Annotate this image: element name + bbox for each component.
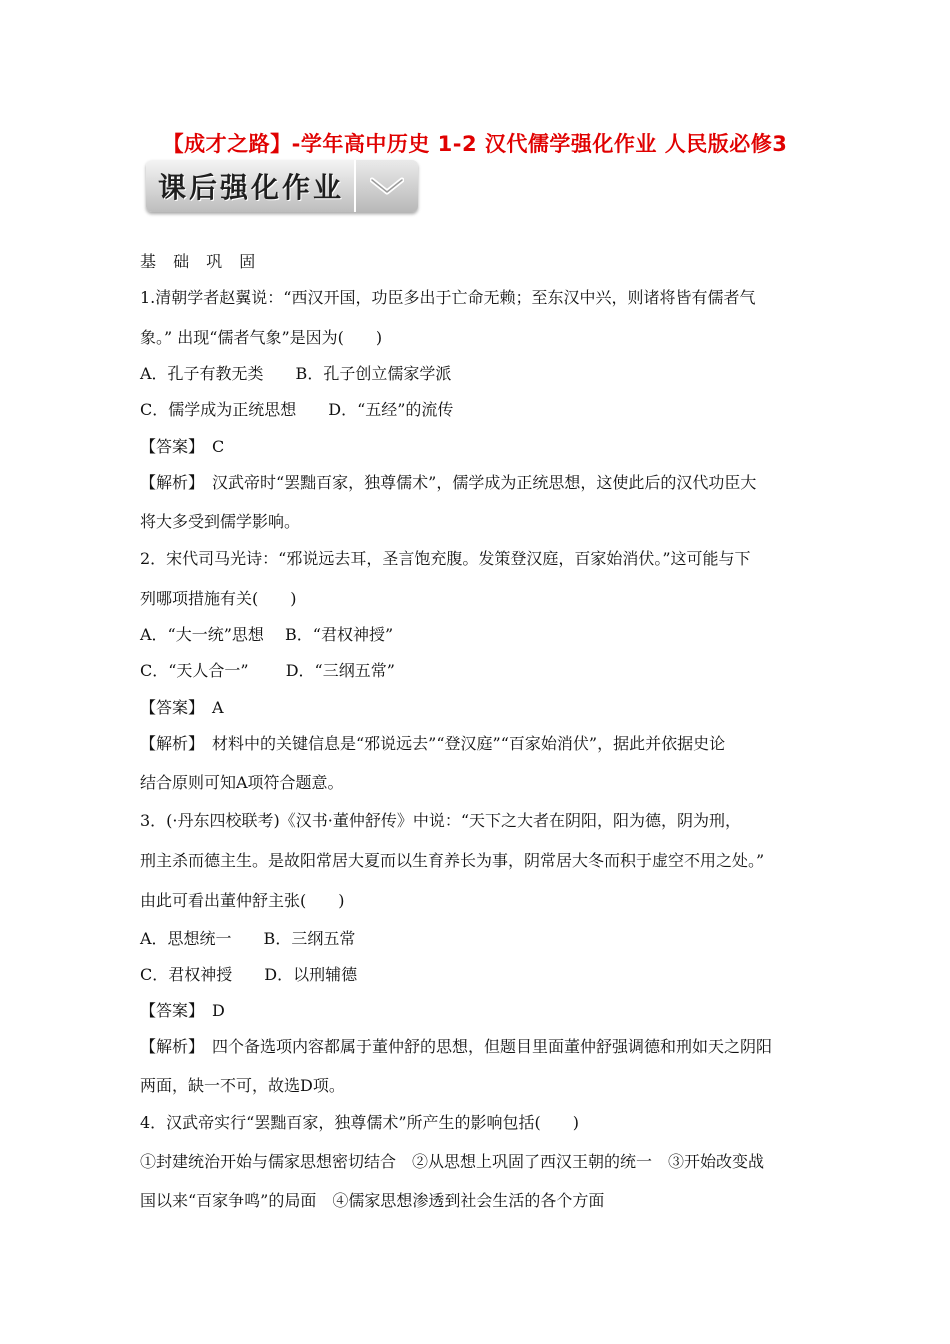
question-2-options-ab: A．“大一统”思想 B．“君权神授” xyxy=(140,625,394,644)
question-3-options-ab: A．思想统一 B．三纲五常 xyxy=(140,929,356,948)
question-3-options-cd: C．君权神授 D．以刑辅德 xyxy=(140,965,358,984)
question-3-analysis-line-2: 两面，缺一不可，故选D项。 xyxy=(140,1076,345,1095)
section-heading: 基 础 巩 固 xyxy=(140,252,262,271)
question-1-line-2: 象。” 出现“儒者气象”是因为( ) xyxy=(140,328,383,347)
question-3-analysis-line-1: 【解析】 四个备选项内容都属于董仲舒的思想，但题目里面董仲舒强调德和刑如天之阴阳 xyxy=(140,1037,773,1056)
question-2-answer: 【答案】 A xyxy=(140,698,224,717)
question-2-line-2: 列哪项措施有关( ) xyxy=(140,589,297,608)
question-1-analysis-line-2: 将大多受到儒学影响。 xyxy=(140,512,301,531)
section-banner xyxy=(146,160,418,212)
question-2-line-1: 2．宋代司马光诗：“邪说远去耳，圣言饱充腹。发策登汉庭，百家始消伏。”这可能与下 xyxy=(140,549,751,568)
question-2-analysis-line-2: 结合原则可知A项符合题意。 xyxy=(140,773,344,792)
banner-label: 课后强化作业 xyxy=(158,171,345,204)
document-title: 【成才之路】-学年高中历史 1-2 汉代儒学强化作业 人民版必修3 xyxy=(162,132,788,156)
question-1-options-cd: C．儒学成为正统思想 D．“五经”的流传 xyxy=(140,400,454,419)
question-3-line-3: 由此可看出董仲舒主张( ) xyxy=(140,891,345,910)
question-1-answer: 【答案】 C xyxy=(140,437,225,456)
question-1-line-1: 1.清朝学者赵翼说：“西汉开国，功臣多出于亡命无赖；至东汉中兴，则诸将皆有儒者气 xyxy=(140,288,756,307)
chevron-down-icon xyxy=(354,160,418,212)
question-1-options-ab: A．孔子有教无类 B．孔子创立儒家学派 xyxy=(140,364,452,383)
question-4-items-line-2: 国以来“百家争鸣”的局面 ④儒家思想渗透到社会生活的各个方面 xyxy=(140,1191,605,1210)
question-2-options-cd: C．“天人合一” D．“三纲五常” xyxy=(140,661,395,680)
question-1-analysis-line-1: 【解析】 汉武帝时“罢黜百家，独尊儒术”，儒学成为正统思想，这使此后的汉代功臣大 xyxy=(140,473,757,492)
question-3-line-1: 3．(·丹东四校联考)《汉书·董仲舒传》中说：“天下之大者在阴阳，阳为德，阴为刑， xyxy=(140,811,742,830)
question-4-line-1: 4．汉武帝实行“罢黜百家，独尊儒术”所产生的影响包括( ) xyxy=(140,1113,580,1132)
question-3-line-2: 刑主杀而德主生。是故阳常居大夏而以生育养长为事，阴常居大冬而积于虚空不用之处。” xyxy=(140,851,765,870)
question-3-answer: 【答案】 D xyxy=(140,1001,225,1020)
question-4-items-line-1: ①封建统治开始与儒家思想密切结合 ②从思想上巩固了西汉王朝的统一 ③开始改变战 xyxy=(140,1152,765,1171)
question-2-analysis-line-1: 【解析】 材料中的关键信息是“邪说远去”“登汉庭”“百家始消伏”，据此并依据史论 xyxy=(140,734,726,753)
